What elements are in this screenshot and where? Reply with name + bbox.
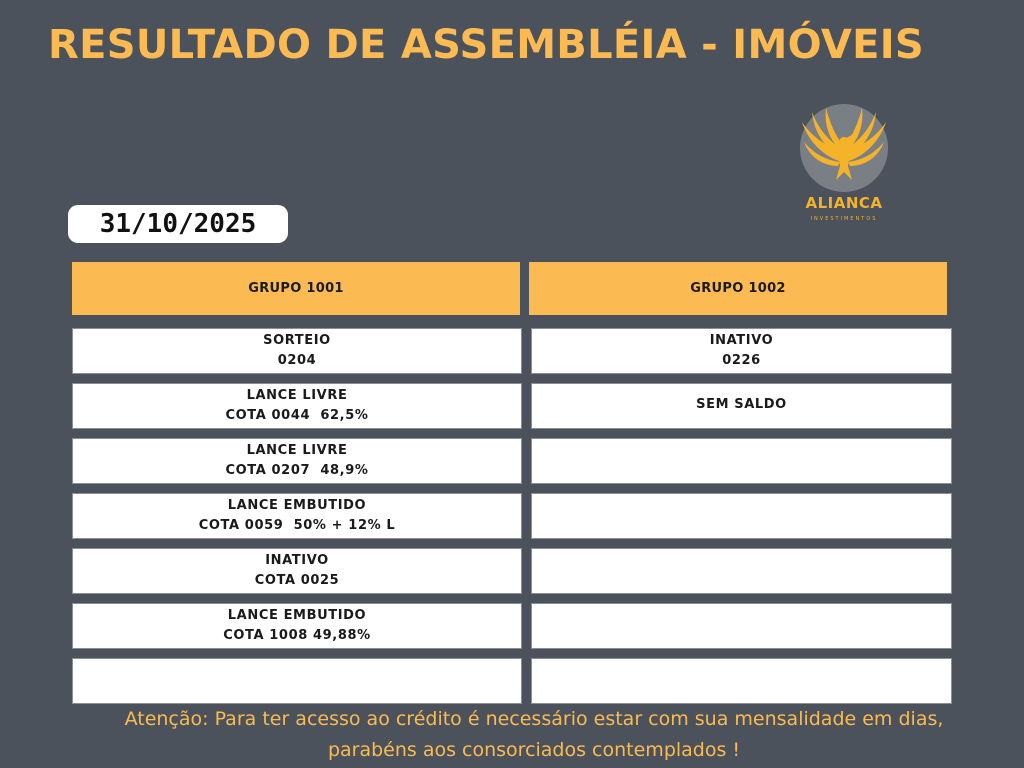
row-detail: COTA 0044 62,5% [225,408,369,423]
group-1002-row [531,383,952,429]
row-detail: COTA 0025 [254,573,340,588]
group-1002-row-empty [531,658,952,704]
logo-name: ALIANCA [805,194,883,212]
row-type: LANCE LIVRE [246,388,348,403]
row-type: LANCE EMBUTIDO [227,498,367,513]
row-detail: 0226 [722,353,761,368]
group-1001-row-empty [72,658,522,704]
row-type: LANCE EMBUTIDO [227,608,367,623]
footer-line-1: Atenção: Para ter acesso ao crédito é necessário estar com sua mensalidade em dias, [124,708,944,730]
row-detail: COTA 0207 48,9% [225,463,369,478]
group-1002-header: GRUPO 1002 [529,262,947,315]
group-1002-row [531,328,952,374]
group-1002-row-empty [531,603,952,649]
assembly-date: 31/10/2025 [68,205,288,243]
row-detail: COTA 0059 50% + 12% L [198,518,396,533]
group-1002-row-empty [531,493,952,539]
page-title: RESULTADO DE ASSEMBLÉIA - IMÓVEIS [48,22,924,68]
group-1001-row [72,603,522,649]
row-type: LANCE LIVRE [246,443,348,458]
row-type: INATIVO [709,333,774,348]
logo-subtitle: INVESTIMENTOS [810,216,878,222]
group-1001-row [72,548,522,594]
group-1002-row-empty [531,438,952,484]
row-type: INATIVO [265,553,329,568]
row-detail: 0204 [277,353,317,368]
phoenix-eagle-icon [788,100,900,196]
group-1001-row [72,438,522,484]
footer-line-2: parabéns aos consorciados contemplados ! [327,739,741,761]
footer-notice [0,704,1024,766]
row-type: SEM SALDO [696,397,787,412]
company-logo [788,100,900,228]
group-1001-row [72,328,522,374]
group-1001-row [72,493,522,539]
row-detail: COTA 1008 49,88% [223,628,371,643]
row-type: SORTEIO [263,333,331,348]
group-1002-row-empty [531,548,952,594]
group-1001-row [72,383,522,429]
group-1001-header: GRUPO 1001 [72,262,520,315]
